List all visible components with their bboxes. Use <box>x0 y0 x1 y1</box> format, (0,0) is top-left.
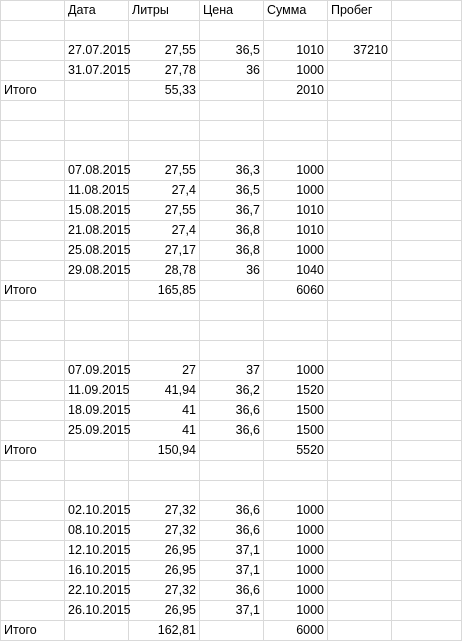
cell-date[interactable]: 08.10.2015 <box>65 521 129 541</box>
cell-date[interactable]: 21.08.2015 <box>65 221 129 241</box>
cell-label[interactable] <box>1 541 65 561</box>
cell-extra[interactable] <box>392 621 462 641</box>
cell-label[interactable] <box>1 421 65 441</box>
cell-date[interactable] <box>65 461 129 481</box>
cell-date[interactable]: 25.09.2015 <box>65 421 129 441</box>
cell-label[interactable] <box>1 21 65 41</box>
cell-sum[interactable]: 1000 <box>264 241 328 261</box>
cell-liters[interactable]: 55,33 <box>129 81 200 101</box>
cell-extra[interactable] <box>392 401 462 421</box>
cell-label[interactable] <box>1 401 65 421</box>
cell-date[interactable]: 16.10.2015 <box>65 561 129 581</box>
cell-mileage[interactable] <box>328 301 392 321</box>
cell-price[interactable]: 36,6 <box>200 501 264 521</box>
cell-liters[interactable] <box>129 21 200 41</box>
cell-label[interactable] <box>1 161 65 181</box>
cell-price[interactable]: 37 <box>200 361 264 381</box>
cell-sum[interactable]: 1000 <box>264 601 328 621</box>
cell-label[interactable] <box>1 141 65 161</box>
cell-sum[interactable] <box>264 301 328 321</box>
cell-liters[interactable]: 27,78 <box>129 61 200 81</box>
cell-sum[interactable]: 1500 <box>264 421 328 441</box>
cell-mileage[interactable] <box>328 101 392 121</box>
cell-mileage[interactable] <box>328 241 392 261</box>
cell-sum[interactable]: 1000 <box>264 541 328 561</box>
cell-sum[interactable]: 1040 <box>264 261 328 281</box>
cell-sum[interactable] <box>264 141 328 161</box>
cell-price[interactable]: 37,1 <box>200 561 264 581</box>
cell-price[interactable]: 36,8 <box>200 241 264 261</box>
cell-date[interactable] <box>65 101 129 121</box>
cell-liters[interactable]: 27,17 <box>129 241 200 261</box>
cell-price[interactable] <box>200 321 264 341</box>
cell-mileage[interactable] <box>328 21 392 41</box>
table-row <box>1 201 462 221</box>
cell-date[interactable] <box>65 481 129 501</box>
cell-mileage[interactable] <box>328 561 392 581</box>
cell-sum[interactable] <box>264 341 328 361</box>
table-row <box>1 221 462 241</box>
cell-mileage[interactable] <box>328 141 392 161</box>
header-cell-sum[interactable]: Сумма <box>264 1 328 21</box>
cell-date[interactable]: 12.10.2015 <box>65 541 129 561</box>
table-row <box>1 381 462 401</box>
cell-extra[interactable] <box>392 381 462 401</box>
cell-extra[interactable] <box>392 161 462 181</box>
cell-liters[interactable] <box>129 481 200 501</box>
cell-liters[interactable]: 165,85 <box>129 281 200 301</box>
cell-extra[interactable] <box>392 601 462 621</box>
cell-price[interactable] <box>200 101 264 121</box>
cell-mileage[interactable] <box>328 581 392 601</box>
cell-extra[interactable] <box>392 61 462 81</box>
cell-label[interactable]: Итого <box>1 621 65 641</box>
table-row <box>1 601 462 621</box>
total-row <box>1 281 462 301</box>
cell-date[interactable]: 02.10.2015 <box>65 501 129 521</box>
cell-mileage[interactable] <box>328 201 392 221</box>
table-row <box>1 181 462 201</box>
cell-sum[interactable]: 1520 <box>264 381 328 401</box>
cell-sum[interactable]: 1000 <box>264 581 328 601</box>
table-row <box>1 121 462 141</box>
cell-label[interactable] <box>1 601 65 621</box>
cell-label[interactable] <box>1 221 65 241</box>
cell-price[interactable]: 37,1 <box>200 601 264 621</box>
cell-mileage[interactable] <box>328 361 392 381</box>
cell-price[interactable] <box>200 281 264 301</box>
cell-date[interactable] <box>65 21 129 41</box>
header-cell-date[interactable]: Дата <box>65 1 129 21</box>
cell-date[interactable] <box>65 301 129 321</box>
cell-mileage[interactable] <box>328 541 392 561</box>
cell-date[interactable]: 31.07.2015 <box>65 61 129 81</box>
table-row <box>1 401 462 421</box>
cell-label[interactable]: Итого <box>1 441 65 461</box>
cell-date[interactable]: 27.07.2015 <box>65 41 129 61</box>
cell-price[interactable] <box>200 301 264 321</box>
cell-label[interactable] <box>1 261 65 281</box>
cell-mileage[interactable] <box>328 281 392 301</box>
cell-sum[interactable]: 6000 <box>264 621 328 641</box>
cell-date[interactable]: 18.09.2015 <box>65 401 129 421</box>
table-row <box>1 161 462 181</box>
cell-extra[interactable] <box>392 321 462 341</box>
cell-liters[interactable]: 27,4 <box>129 221 200 241</box>
cell-mileage[interactable] <box>328 261 392 281</box>
cell-liters[interactable]: 27,55 <box>129 161 200 181</box>
cell-label[interactable] <box>1 341 65 361</box>
cell-liters[interactable]: 27,32 <box>129 521 200 541</box>
cell-price[interactable] <box>200 121 264 141</box>
cell-liters[interactable]: 162,81 <box>129 621 200 641</box>
cell-liters[interactable] <box>129 301 200 321</box>
cell-sum[interactable] <box>264 21 328 41</box>
cell-liters[interactable] <box>129 341 200 361</box>
cell-date[interactable] <box>65 321 129 341</box>
cell-label[interactable] <box>1 241 65 261</box>
table-row <box>1 461 462 481</box>
cell-price[interactable]: 36 <box>200 61 264 81</box>
table-row <box>1 241 462 261</box>
cell-extra[interactable] <box>392 481 462 501</box>
table-row <box>1 521 462 541</box>
table-row <box>1 261 462 281</box>
cell-label[interactable] <box>1 201 65 221</box>
cell-date[interactable]: 25.08.2015 <box>65 241 129 261</box>
cell-liters[interactable]: 41 <box>129 401 200 421</box>
table-row <box>1 101 462 121</box>
cell-label[interactable] <box>1 121 65 141</box>
cell-date[interactable] <box>65 441 129 461</box>
cell-mileage[interactable] <box>328 81 392 101</box>
cell-label[interactable] <box>1 301 65 321</box>
cell-liters[interactable] <box>129 461 200 481</box>
cell-extra[interactable] <box>392 421 462 441</box>
cell-price[interactable]: 36,6 <box>200 581 264 601</box>
cell-price[interactable]: 36 <box>200 261 264 281</box>
cell-price[interactable] <box>200 481 264 501</box>
cell-sum[interactable]: 1000 <box>264 181 328 201</box>
total-row <box>1 621 462 641</box>
cell-extra[interactable] <box>392 101 462 121</box>
cell-price[interactable] <box>200 621 264 641</box>
header-cell-liters[interactable]: Литры <box>129 1 200 21</box>
cell-label[interactable] <box>1 381 65 401</box>
cell-date[interactable]: 15.08.2015 <box>65 201 129 221</box>
cell-extra[interactable] <box>392 521 462 541</box>
cell-sum[interactable]: 1000 <box>264 61 328 81</box>
cell-sum[interactable] <box>264 481 328 501</box>
cell-sum[interactable]: 1000 <box>264 161 328 181</box>
cell-mileage[interactable]: 37210 <box>328 41 392 61</box>
cell-mileage[interactable] <box>328 321 392 341</box>
cell-label[interactable] <box>1 61 65 81</box>
cell-price[interactable]: 36,6 <box>200 401 264 421</box>
cell-price[interactable] <box>200 141 264 161</box>
cell-liters[interactable] <box>129 141 200 161</box>
cell-sum[interactable]: 6060 <box>264 281 328 301</box>
cell-price[interactable]: 36,6 <box>200 521 264 541</box>
cell-extra[interactable] <box>392 261 462 281</box>
cell-label[interactable] <box>1 181 65 201</box>
table-row <box>1 321 462 341</box>
cell-label[interactable] <box>1 581 65 601</box>
cell-price[interactable]: 36,5 <box>200 41 264 61</box>
cell-sum[interactable]: 1010 <box>264 221 328 241</box>
cell-extra[interactable] <box>392 301 462 321</box>
header-row <box>1 1 462 21</box>
cell-label[interactable] <box>1 361 65 381</box>
cell-sum[interactable] <box>264 121 328 141</box>
table-row <box>1 581 462 601</box>
cell-mileage[interactable] <box>328 461 392 481</box>
header-cell-price[interactable]: Цена <box>200 1 264 21</box>
cell-sum[interactable]: 1000 <box>264 501 328 521</box>
cell-price[interactable] <box>200 81 264 101</box>
cell-date[interactable]: 11.08.2015 <box>65 181 129 201</box>
cell-mileage[interactable] <box>328 521 392 541</box>
table-row <box>1 301 462 321</box>
cell-date[interactable]: 07.09.2015 <box>65 361 129 381</box>
cell-price[interactable] <box>200 461 264 481</box>
header-cell-mileage[interactable]: Пробег <box>328 1 392 21</box>
cell-extra[interactable] <box>392 441 462 461</box>
cell-liters[interactable]: 27,32 <box>129 581 200 601</box>
cell-extra[interactable] <box>392 141 462 161</box>
cell-mileage[interactable] <box>328 61 392 81</box>
cell-extra[interactable] <box>392 581 462 601</box>
table-row <box>1 501 462 521</box>
cell-date[interactable]: 07.08.2015 <box>65 161 129 181</box>
cell-extra[interactable] <box>392 501 462 521</box>
cell-sum[interactable]: 1000 <box>264 521 328 541</box>
cell-liters[interactable]: 41 <box>129 421 200 441</box>
table-row <box>1 141 462 161</box>
table-row <box>1 341 462 361</box>
table-row <box>1 41 462 61</box>
cell-extra[interactable] <box>392 181 462 201</box>
cell-sum[interactable]: 1010 <box>264 201 328 221</box>
cell-liters[interactable]: 28,78 <box>129 261 200 281</box>
table-row <box>1 61 462 81</box>
cell-mileage[interactable] <box>328 221 392 241</box>
cell-label[interactable]: Итого <box>1 81 65 101</box>
cell-date[interactable] <box>65 341 129 361</box>
cell-price[interactable] <box>200 21 264 41</box>
cell-label[interactable]: Итого <box>1 281 65 301</box>
cell-liters[interactable]: 27,55 <box>129 201 200 221</box>
cell-price[interactable]: 36,5 <box>200 181 264 201</box>
cell-sum[interactable] <box>264 321 328 341</box>
table-row <box>1 481 462 501</box>
cell-sum[interactable]: 1500 <box>264 401 328 421</box>
cell-sum[interactable]: 2010 <box>264 81 328 101</box>
cell-label[interactable] <box>1 41 65 61</box>
cell-liters[interactable]: 27,55 <box>129 41 200 61</box>
cell-liters[interactable] <box>129 121 200 141</box>
cell-extra[interactable] <box>392 81 462 101</box>
cell-mileage[interactable] <box>328 381 392 401</box>
cell-sum[interactable]: 1010 <box>264 41 328 61</box>
cell-mileage[interactable] <box>328 181 392 201</box>
cell-label[interactable] <box>1 481 65 501</box>
total-row <box>1 81 462 101</box>
cell-extra[interactable] <box>392 361 462 381</box>
cell-extra[interactable] <box>392 461 462 481</box>
cell-mileage[interactable] <box>328 401 392 421</box>
cell-label[interactable] <box>1 101 65 121</box>
table-row <box>1 421 462 441</box>
cell-liters[interactable]: 27 <box>129 361 200 381</box>
cell-price[interactable]: 36,7 <box>200 201 264 221</box>
cell-mileage[interactable] <box>328 601 392 621</box>
cell-date[interactable] <box>65 621 129 641</box>
cell-date[interactable]: 11.09.2015 <box>65 381 129 401</box>
cell-liters[interactable]: 26,95 <box>129 601 200 621</box>
cell-mileage[interactable] <box>328 501 392 521</box>
cell-date[interactable] <box>65 281 129 301</box>
cell-extra[interactable] <box>392 121 462 141</box>
cell-liters[interactable]: 27,32 <box>129 501 200 521</box>
cell-extra[interactable] <box>392 241 462 261</box>
cell-liters[interactable]: 150,94 <box>129 441 200 461</box>
cell-mileage[interactable] <box>328 421 392 441</box>
header-cell-a[interactable] <box>1 1 65 21</box>
cell-label[interactable] <box>1 521 65 541</box>
cell-date[interactable]: 22.10.2015 <box>65 581 129 601</box>
cell-extra[interactable] <box>392 41 462 61</box>
cell-price[interactable]: 36,3 <box>200 161 264 181</box>
cell-liters[interactable] <box>129 101 200 121</box>
table-row <box>1 361 462 381</box>
cell-date[interactable] <box>65 141 129 161</box>
cell-price[interactable]: 36,8 <box>200 221 264 241</box>
cell-date[interactable]: 29.08.2015 <box>65 261 129 281</box>
cell-mileage[interactable] <box>328 621 392 641</box>
cell-price[interactable]: 37,1 <box>200 541 264 561</box>
cell-date[interactable]: 26.10.2015 <box>65 601 129 621</box>
cell-extra[interactable] <box>392 201 462 221</box>
cell-price[interactable]: 36,6 <box>200 421 264 441</box>
cell-liters[interactable]: 41,94 <box>129 381 200 401</box>
table-row <box>1 561 462 581</box>
cell-liters[interactable] <box>129 321 200 341</box>
cell-sum[interactable]: 5520 <box>264 441 328 461</box>
table-row <box>1 21 462 41</box>
cell-extra[interactable] <box>392 561 462 581</box>
cell-mileage[interactable] <box>328 121 392 141</box>
cell-label[interactable] <box>1 321 65 341</box>
cell-price[interactable] <box>200 341 264 361</box>
total-row <box>1 441 462 461</box>
cell-label[interactable] <box>1 501 65 521</box>
cell-extra[interactable] <box>392 21 462 41</box>
cell-mileage[interactable] <box>328 441 392 461</box>
cell-sum[interactable]: 1000 <box>264 561 328 581</box>
cell-extra[interactable] <box>392 541 462 561</box>
cell-extra[interactable] <box>392 341 462 361</box>
cell-sum[interactable] <box>264 461 328 481</box>
cell-sum[interactable] <box>264 101 328 121</box>
cell-liters[interactable]: 27,4 <box>129 181 200 201</box>
cell-liters[interactable]: 26,95 <box>129 541 200 561</box>
cell-label[interactable] <box>1 461 65 481</box>
cell-label[interactable] <box>1 561 65 581</box>
cell-mileage[interactable] <box>328 341 392 361</box>
table-row <box>1 541 462 561</box>
cell-date[interactable] <box>65 121 129 141</box>
cell-liters[interactable]: 26,95 <box>129 561 200 581</box>
cell-price[interactable] <box>200 441 264 461</box>
cell-price[interactable]: 36,2 <box>200 381 264 401</box>
cell-mileage[interactable] <box>328 161 392 181</box>
header-cell-g[interactable] <box>392 1 462 21</box>
cell-mileage[interactable] <box>328 481 392 501</box>
cell-extra[interactable] <box>392 281 462 301</box>
cell-extra[interactable] <box>392 221 462 241</box>
cell-sum[interactable]: 1000 <box>264 361 328 381</box>
cell-date[interactable] <box>65 81 129 101</box>
